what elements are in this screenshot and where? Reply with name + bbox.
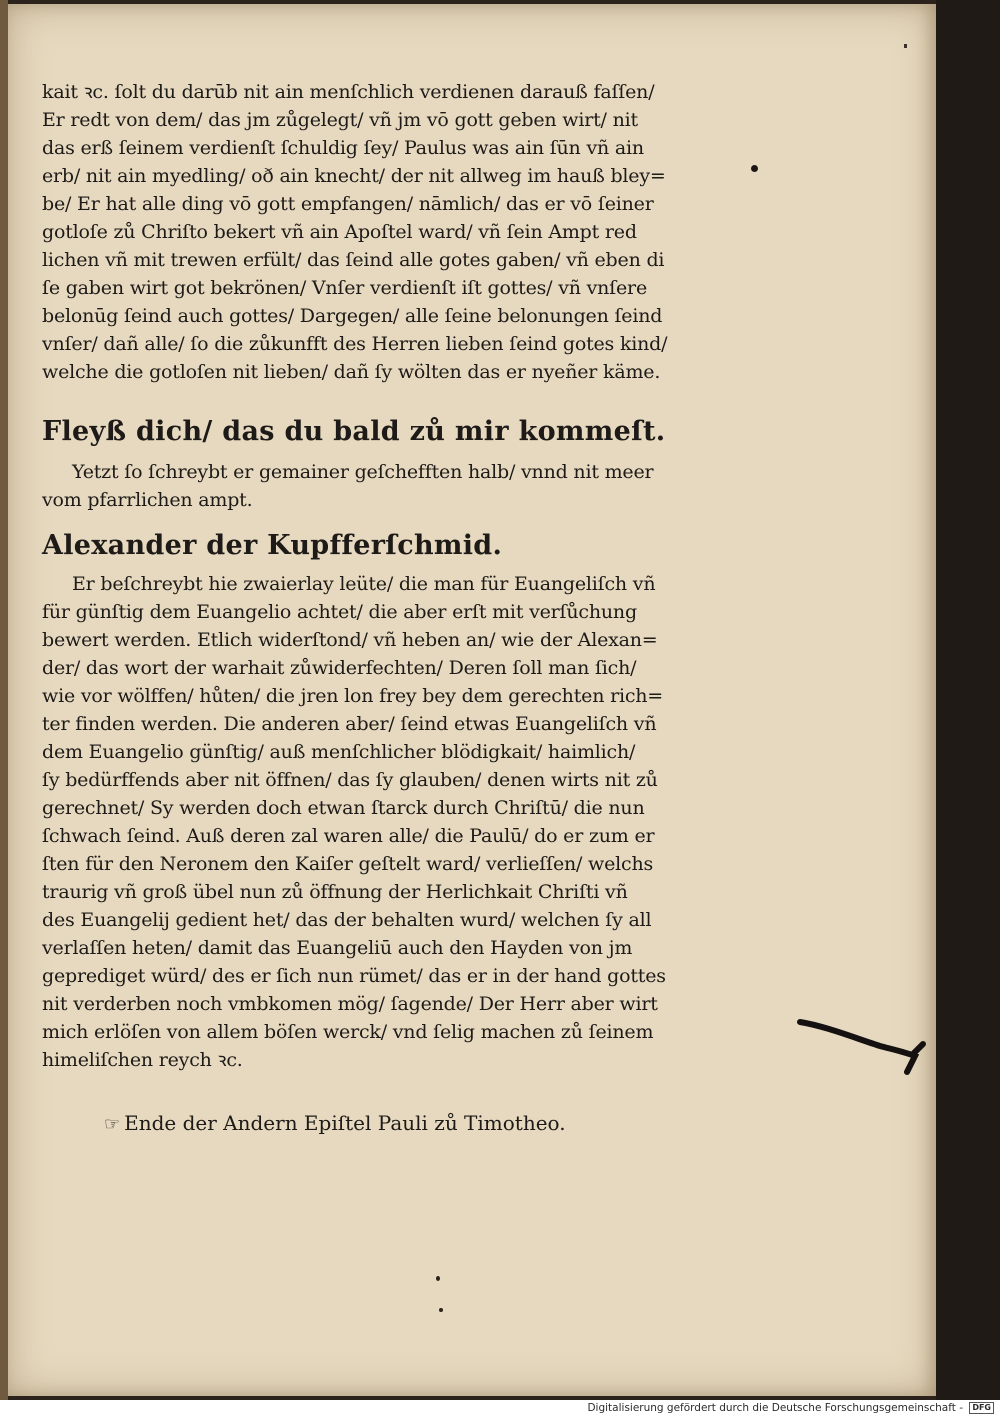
text-line: Yetzt ſo ſchreybt er gemainer geſchefften halb/ vnnd nit meer [72,461,654,483]
text-line: ſten für den Neronem den Kaiſer geſtelt ward/ verlieſſen/ welchs [42,853,654,875]
ink-dot-mark [751,165,758,172]
heading-alexander: Alexander der Kupfferſchmid. [42,530,503,561]
ending-text: Ende der Andern Epiſtel Pauli zů Timotheo. [124,1111,566,1135]
text-line: das erß ſeinem verdienſt ſchuldig ſey/ Paulus was ain ſūn vñ ain [42,137,644,159]
text-line: be/ Er hat alle ding vō gott empfangen/ nāmlich/ das er vō ſeiner [42,193,654,215]
ink-speck-mark [904,44,907,48]
text-line: vnſer/ dañ alle/ ſo die zůkunfft des Herren lieben ſeind gotes kind/ [42,333,668,355]
text-line: Er beſchreybt hie zwaierlay leüte/ die man für Euangeliſch vñ [72,573,656,595]
heading-1-block [42,412,692,452]
text-line: gerechnet/ Sy werden doch etwan ſtarck durch Chriſtū/ die nun [42,797,645,819]
text-line: verlaſſen heten/ damit das Euangeliū auch den Hayden von jm [42,937,633,959]
text-line: vom pfarrlichen ampt. [42,489,253,511]
ending-line [42,1108,692,1138]
text-line: ſe gaben wirt got bekrönen/ Vnſer verdienſt iſt gottes/ vñ vnſere [42,277,647,299]
text-line: wie vor wölffen/ hůten/ die jren lon frey bey dem gerechten rich= [42,685,664,707]
text-line: bewert werden. Etlich widerſtond/ vñ heben an/ wie der Alexan= [42,629,658,651]
footer-credit [587,1402,994,1414]
text-line: ter finden werden. Die anderen aber/ ſeind etwas Euangeliſch vñ [42,713,657,735]
text-line: himeliſchen reych ꝛc. [42,1049,243,1071]
text-line: welche die gotloſen nit lieben/ dañ ſy wölten das er nyeñer käme. [42,361,661,383]
hand-pointer-icon: ☞ [104,1114,121,1135]
text-line: nit verderben noch vmbkomen mög/ ſagende/ Der Herr aber wirt [42,993,658,1015]
text-line: für günſtig dem Euangelio achtet/ die aber erſt mit verſůchung [42,601,637,623]
text-section-2 [42,458,692,514]
text-line: gotloſe zů Chriſto bekert vñ ain Apoſtel ward/ vñ ſein Ampt red [42,221,637,243]
text-line: Er redt von dem/ das jm zůgelegt/ vñ jm vō gott geben wirt/ nit [42,109,638,131]
footer-credit-text: Digitalisierung gefördert durch die Deutsche Forschungsgemeinschaft [587,1402,956,1414]
text-line: der/ das wort der warhait zůwiderfechten/ Deren ſoll man ſich/ [42,657,637,679]
footer-separator: - [955,1402,967,1414]
ink-speck-mark-lower [436,1276,440,1281]
text-line: dem Euangelio günſtig/ auß menſchlicher blödigkait/ haimlich/ [42,741,636,763]
text-line: lichen vñ mit trewen erfült/ das ſeind alle gotes gaben/ vñ eben di [42,249,665,271]
text-line: ſy bedürffends aber nit öffnen/ das ſy glauben/ denen wirts nit zů [42,769,658,791]
ink-speck-mark-bottom [439,1308,443,1312]
scan-dark-margin [936,0,1000,1400]
pen-stroke-mark [795,1008,930,1088]
scan-left-edge [0,0,8,1419]
text-line: ſchwach ſeind. Auß deren zal waren alle/ die Paulū/ do er zum er [42,825,655,847]
text-line: traurig vñ groß übel nun zů öffnung der Herlichkait Chriſti vñ [42,881,628,903]
text-line: erb/ nit ain myedling/ oð ain knecht/ der nit allweg im hauß bley= [42,165,666,187]
text-line: kait ꝛc. ſolt du darūb nit ain menſchlich verdienen darauß faſſen/ [42,81,655,103]
text-line: geprediget würd/ des er ſich nun rümet/ das er in der hand gottes [42,965,666,987]
heading-fleyss: Fleyß dich/ das du bald zů mir kommeſt. [42,416,666,447]
text-line: belonūg ſeind auch gottes/ Dargegen/ alle ſeine belonungen ſeind [42,305,663,327]
text-line: mich erlöſen von allem böſen werck/ vnd ſelig machen zů ſeinem [42,1021,654,1043]
heading-2-block [42,526,692,566]
text-section-3 [42,570,692,1074]
text-line: des Euangelij gedient het/ das der behalten wurd/ welchen ſy all [42,909,652,931]
dfg-logo: DFG [969,1402,994,1414]
ending-block [42,1108,692,1138]
text-section-1 [42,78,692,386]
